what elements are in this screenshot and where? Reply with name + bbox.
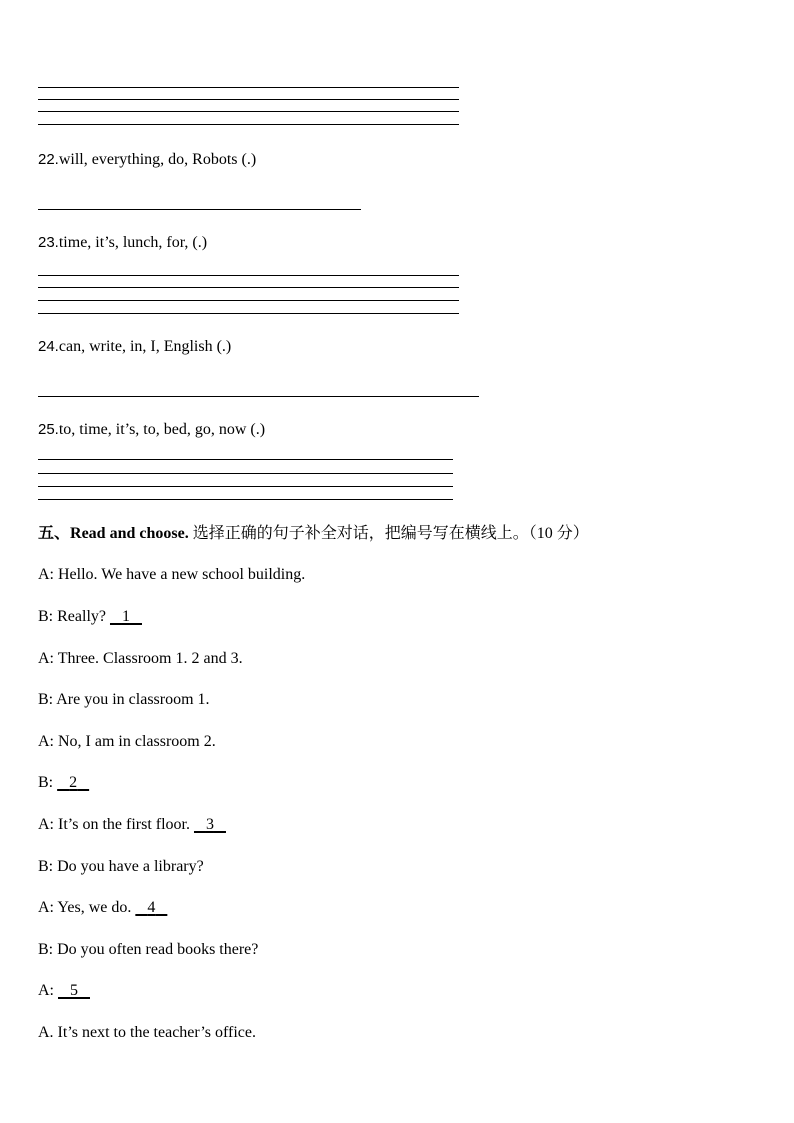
question-number: 22. (38, 151, 59, 168)
answer-line (38, 459, 453, 460)
dialogue-line (38, 981, 90, 1001)
section-prefix: 五、 (38, 525, 71, 542)
question-number: 25. (38, 421, 59, 438)
blank-space (130, 608, 142, 625)
blank-number: 4 (147, 899, 156, 916)
question-text: can, write, in, I, English (.) (58, 338, 232, 355)
dialogue-text: B: (38, 774, 58, 791)
blank-number: 3 (205, 816, 214, 833)
dialogue-line (38, 815, 226, 835)
answer-blank[interactable] (58, 982, 90, 999)
dialogue-text: A. It’s next to the teacher’s office. (38, 1024, 256, 1041)
blank-space (155, 899, 167, 916)
answer-blank[interactable] (135, 899, 167, 916)
dialogue-line (38, 607, 142, 627)
blank-space (110, 608, 122, 625)
dialogue-text: A: It’s on the first floor. (38, 816, 194, 833)
question-25 (38, 420, 265, 440)
dialogue-text: A: No, I am in classroom 2. (38, 733, 216, 750)
blank-space (135, 899, 147, 916)
dialogue-text: A: Yes, we do. (38, 899, 136, 916)
answer-line (38, 209, 361, 210)
question-text: will, everything, do, Robots (.) (58, 151, 257, 168)
answer-line (38, 300, 459, 301)
blank-space (58, 982, 70, 999)
dialogue-line (38, 649, 243, 669)
question-number: 24. (38, 338, 59, 355)
dialogue-line (38, 690, 210, 710)
answer-line (38, 473, 453, 474)
dialogue-text: B: Do you often read books there? (38, 941, 259, 958)
dialogue-line (38, 1023, 256, 1043)
answer-line (38, 499, 453, 500)
dialogue-text: B: Do you have a library? (38, 858, 204, 875)
answer-line (38, 313, 459, 314)
answer-line (38, 111, 459, 112)
dialogue-text: B: Are you in classroom 1. (38, 691, 210, 708)
dialogue-line (38, 732, 216, 752)
dialogue-line (38, 898, 167, 918)
dialogue-text: A: Three. Classroom 1. 2 and 3. (38, 650, 243, 667)
answer-line (38, 99, 459, 100)
dialogue-text: A: Hello. We have a new school building. (38, 566, 306, 583)
answer-blank[interactable] (194, 816, 226, 833)
section-score: （10 分） (528, 525, 589, 542)
answer-line (38, 396, 479, 397)
dialogue-text: B: Really? (38, 608, 110, 625)
blank-number: 5 (70, 982, 78, 999)
answer-blank[interactable] (110, 608, 142, 625)
section-heading (38, 523, 589, 545)
dialogue-line (38, 773, 89, 793)
answer-line (38, 87, 459, 88)
section-title-en: Read and choose. (70, 525, 189, 542)
answer-blank[interactable] (57, 774, 89, 791)
blank-space (214, 816, 226, 833)
question-22 (38, 150, 256, 170)
dialogue-line (38, 565, 305, 585)
question-number: 23. (38, 234, 59, 251)
dialogue-line (38, 940, 258, 960)
blank-space (77, 774, 89, 791)
dialogue-text: A: (38, 982, 58, 999)
dialogue-line (38, 857, 204, 877)
section-title-cn: 选择正确的句子补全对话，把编号写在横线上。 (188, 525, 529, 542)
answer-line (38, 287, 459, 288)
question-24 (38, 337, 231, 357)
blank-number: 1 (121, 608, 130, 625)
blank-space (57, 774, 69, 791)
question-23 (38, 233, 207, 253)
answer-line (38, 486, 453, 487)
blank-space (194, 816, 206, 833)
blank-number: 2 (69, 774, 78, 791)
question-text: to, time, it’s, to, bed, go, now (.) (58, 421, 266, 438)
answer-line (38, 275, 459, 276)
answer-line (38, 124, 459, 125)
question-text: time, it’s, lunch, for, (.) (58, 234, 208, 251)
blank-space (78, 982, 90, 999)
